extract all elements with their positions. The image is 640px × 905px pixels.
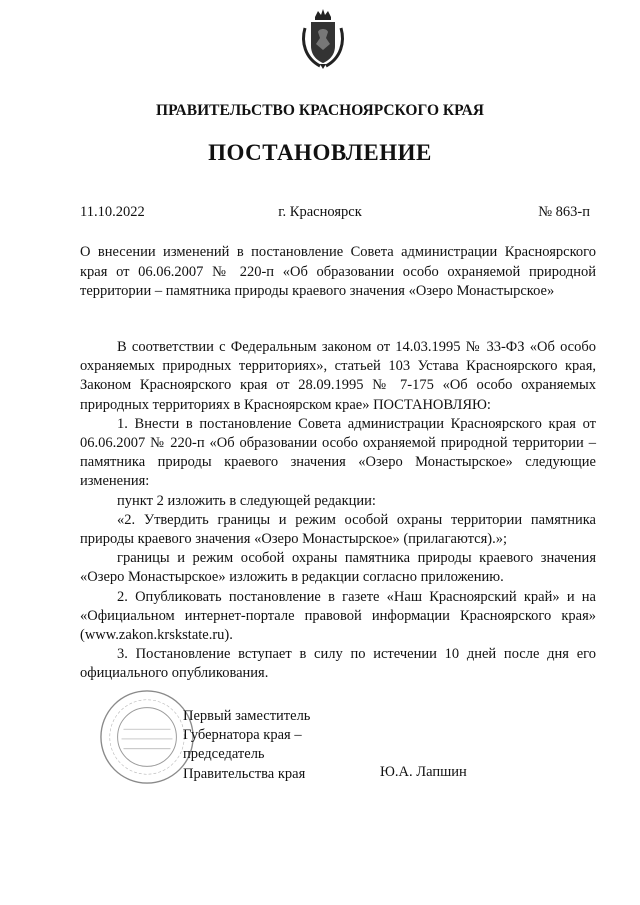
signatory-position — [183, 707, 310, 784]
document-number: № 863-п — [538, 204, 590, 220]
body-paragraph: 1. Внести в постановление Совета администрации Красноярского края от 06.06.2007 № 220-п «Об образовании особо охраняемой природной территории – памятника природы краевого значения «Озеро Монастырское» следующие изменения: — [80, 415, 596, 490]
signatory-position-line: Первый заместитель — [183, 708, 311, 724]
body-paragraph: границы и режим особой охраны памятника природы краевого значения «Озеро Монастырское» изложить в редакции согласно приложению. — [80, 550, 596, 586]
document-type: ПОСТАНОВЛЕНИЕ — [208, 140, 432, 165]
signatory-position-line: Правительства края — [183, 765, 306, 782]
document-date: 11.10.2022 — [80, 204, 145, 220]
body-paragraph: «2. Утвердить границы и режим особой охраны территории памятника природы краевого значения «Озеро Монастырское» (прилагаются).»; — [80, 511, 596, 548]
krasnoyarsk-coat-of-arms-icon — [298, 8, 348, 70]
body-paragraph: пункт 2 изложить в следующей редакции: — [117, 492, 376, 509]
document-city: г. Красноярск — [278, 204, 362, 220]
body-paragraph: В соответствии с Федеральным законом от 14.03.1995 № 33-ФЗ «Об особо охраняемых природных территориях», статьей 103 Устава Красноярского края, Законом Красноярского края от 28.09.1995 № 7-175 «Об особо охраняемых природных территориях в Красноярском крае» ПОСТАНОВЛЯЮ: — [80, 339, 596, 413]
official-round-stamp-icon — [98, 688, 196, 786]
document-subject: О внесении изменений в постановление Совета администрации Красноярского края от 06.06.2007 № 220-п «Об образовании особо охраняемой природной территории – памятника природы краевого значения «Озеро Монастырское» — [80, 244, 596, 299]
document-body — [80, 338, 596, 684]
body-paragraph: 3. Постановление вступает в силу по истечении 10 дней после дня его официального опубликования. — [80, 646, 596, 682]
signatory-name: Ю.А. Лапшин — [380, 764, 467, 780]
signatory-position-line: председатель — [183, 746, 265, 763]
government-name: ПРАВИТЕЛЬСТВО КРАСНОЯРСКОГО КРАЯ — [156, 102, 484, 119]
body-paragraph: 2. Опубликовать постановление в газете «Наш Красноярский край» и на «Официальном интернет-портале правовой информации Красноярского края» (www.zakon.krskstate.ru). — [80, 588, 596, 644]
signatory-position-line: Губернатора края – — [183, 727, 302, 744]
